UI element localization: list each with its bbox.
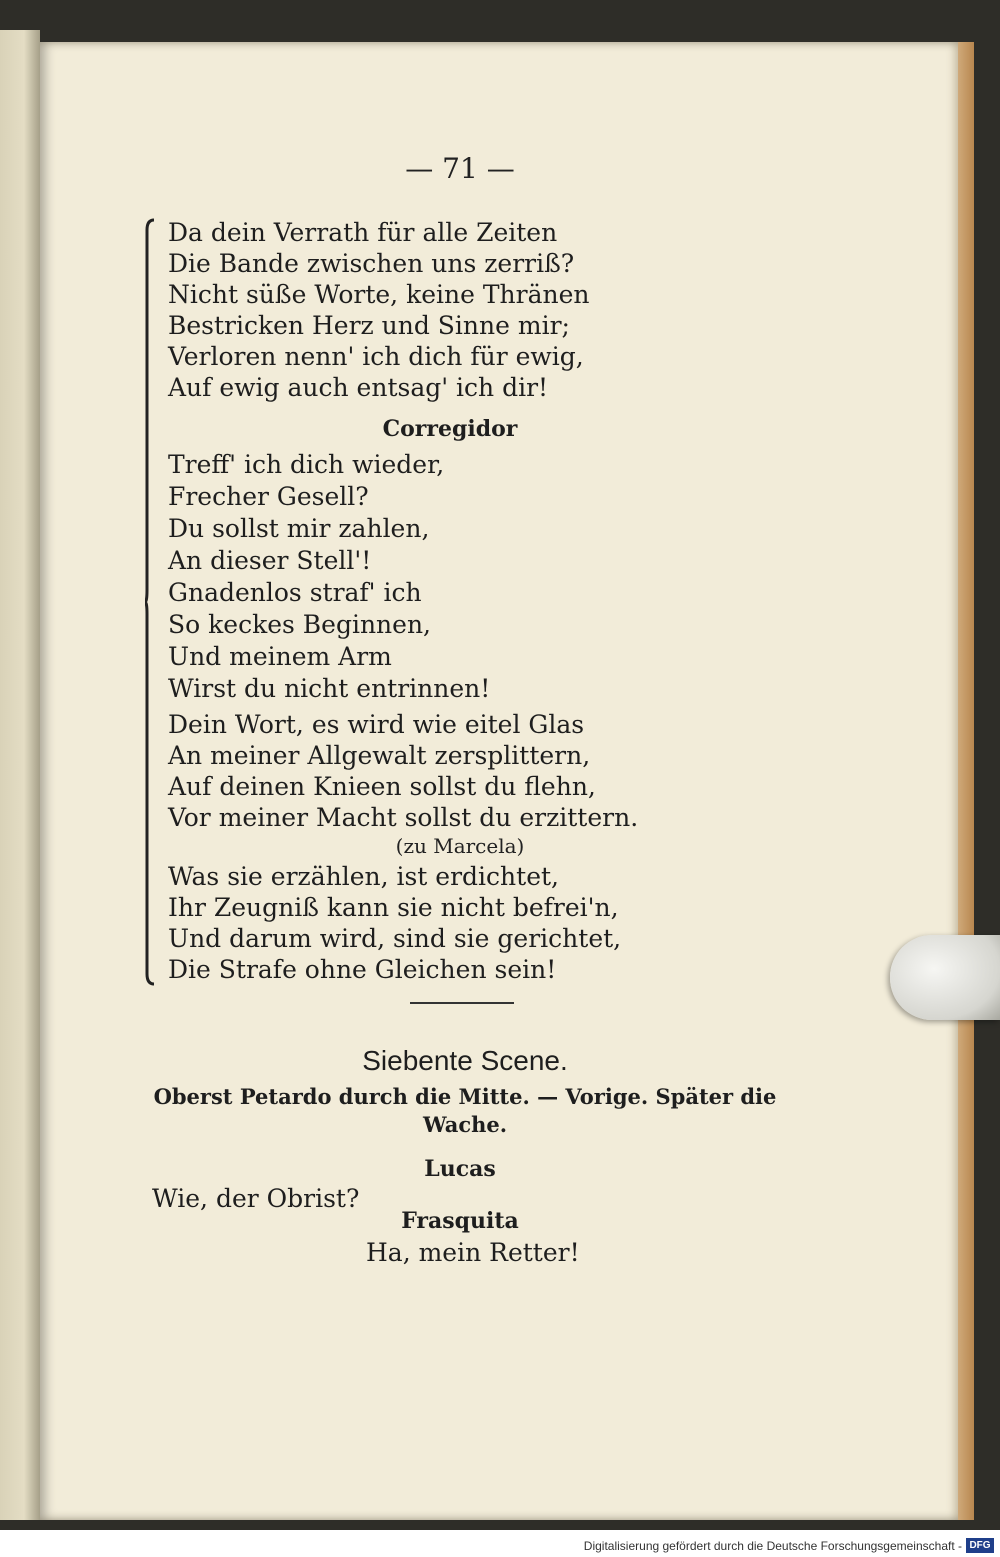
verse-line: Vor meiner Macht sollst du erzittern. xyxy=(168,803,639,832)
verse-line: So keckes Beginnen, xyxy=(168,610,432,639)
stage-direction xyxy=(150,1083,780,1139)
verse-line: Da dein Verrath für alle Zeiten xyxy=(168,218,558,247)
scene-heading: Siebente Scene. xyxy=(362,1045,568,1076)
dialogue-line-frasquita: Ha, mein Retter! xyxy=(366,1238,580,1267)
page-block-edge xyxy=(958,42,974,1520)
verse-line: Bestricken Herz und Sinne mir; xyxy=(168,311,570,340)
footer-bar xyxy=(0,1536,1000,1557)
verse-line: Dein Wort, es wird wie eitel Glas xyxy=(168,710,585,739)
facing-page-edge xyxy=(0,30,40,1520)
verse-line: Du sollst mir zahlen, xyxy=(168,514,430,543)
speaker-corregidor: Corregidor xyxy=(382,416,518,442)
section-divider xyxy=(410,1002,514,1004)
page-tab-clip xyxy=(890,935,1000,1020)
verse-line: Die Bande zwischen uns zerriß? xyxy=(168,249,575,278)
dfg-logo: DFG xyxy=(966,1538,994,1553)
verse-line: Gnadenlos straf' ich xyxy=(168,578,422,607)
verse-line: Was sie erzählen, ist erdichtet, xyxy=(168,862,559,891)
verse-line: Frecher Gesell? xyxy=(168,482,369,511)
speaker-frasquita: Frasquita xyxy=(401,1208,519,1234)
stage-direction-line: Wache. xyxy=(422,1112,508,1137)
funding-notice: Digitalisierung gefördert durch die Deutsche Forschungsgemeinschaft - xyxy=(583,1539,962,1553)
verse-line: An meiner Allgewalt zersplittern, xyxy=(168,741,591,770)
verse-line: Und meinem Arm xyxy=(168,642,392,671)
verse-line: Wirst du nicht entrinnen! xyxy=(168,674,491,703)
verse-line: Die Strafe ohne Gleichen sein! xyxy=(168,955,557,984)
verse-line: Und darum wird, sind sie gerichtet, xyxy=(168,924,622,953)
verse-line: Ihr Zeugniß kann sie nicht befrei'n, xyxy=(168,893,619,922)
verse-line: Auf deinen Knieen sollst du flehn, xyxy=(168,772,596,801)
speaker-lucas: Lucas xyxy=(424,1156,496,1182)
stage-note: (zu Marcela) xyxy=(395,834,525,858)
dialogue-line-lucas: Wie, der Obrist? xyxy=(152,1184,360,1213)
verse-line: Nicht süße Worte, keine Thränen xyxy=(168,280,590,309)
verse-bracket xyxy=(145,218,155,986)
page-number: — 71 — xyxy=(405,152,515,185)
verse-line: Auf ewig auch entsag' ich dir! xyxy=(168,373,549,402)
stage-direction-line: Oberst Petardo durch die Mitte. — Vorige. Später die xyxy=(153,1084,777,1109)
verse-line: An dieser Stell'! xyxy=(168,546,372,575)
verse-line: Verloren nenn' ich dich für ewig, xyxy=(168,342,584,371)
verse-line: Treff' ich dich wieder, xyxy=(168,450,445,479)
